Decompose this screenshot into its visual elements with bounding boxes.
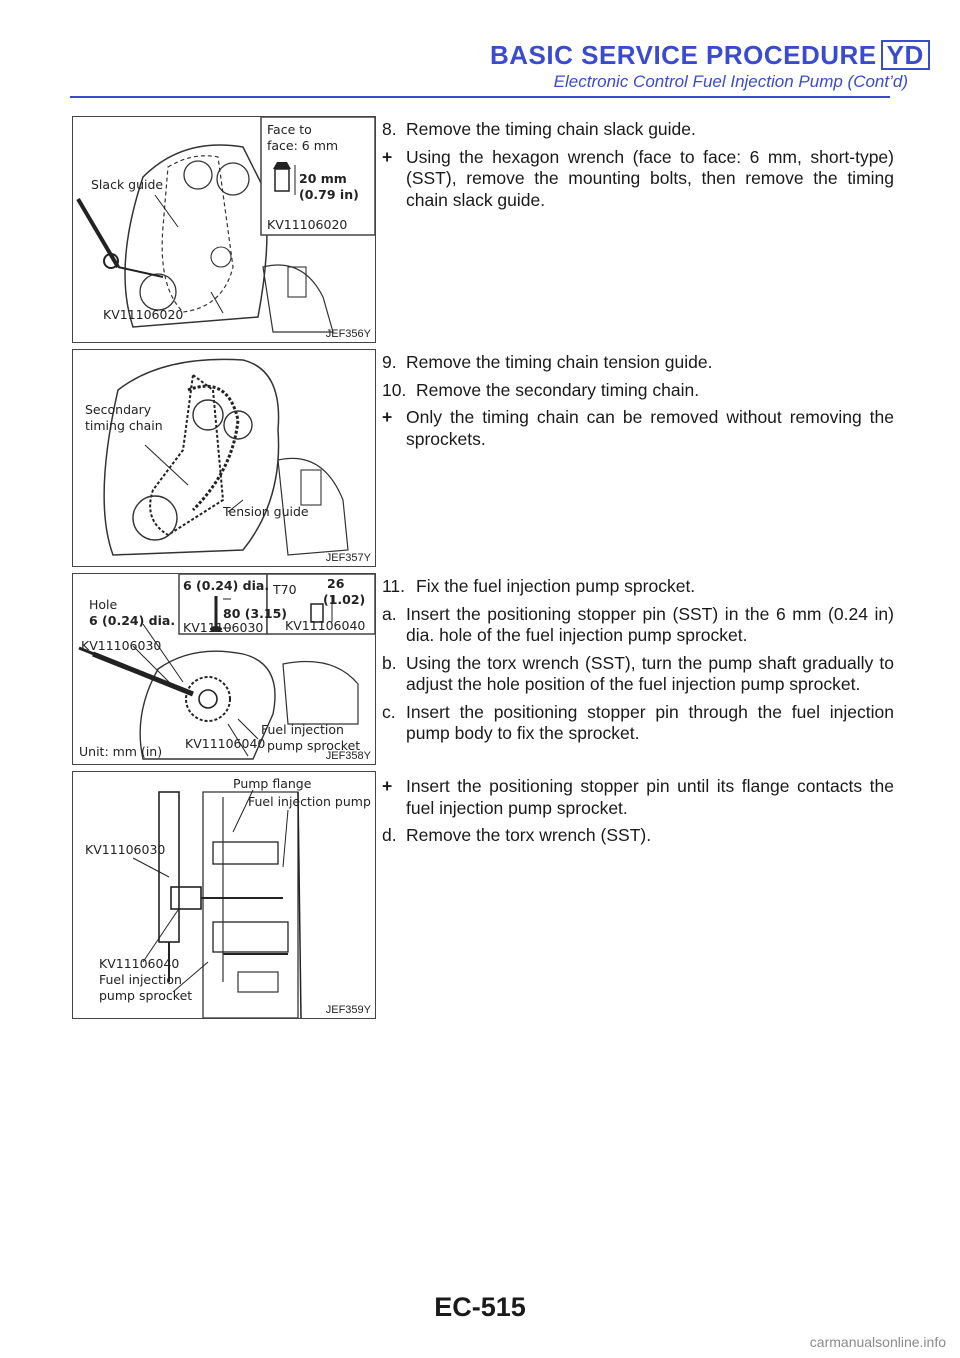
section-subtitle: Electronic Control Fuel Injection Pump (Cont’d) xyxy=(553,72,908,91)
label-fuel-injection: Fuel injection xyxy=(99,972,182,987)
page-number: EC-515 xyxy=(434,1292,526,1322)
note-bullet: + Only the timing chain can be removed without removing the sprockets. xyxy=(382,407,894,449)
label-face-6mm: face: 6 mm xyxy=(267,138,339,153)
step-c: c. Insert the positioning stopper pin through the fuel injection pump body to fix the sprocket. xyxy=(382,701,894,743)
label-tool-inset: KV11106020 xyxy=(267,217,348,232)
step-9: 9. Remove the timing chain tension guide. xyxy=(382,352,713,372)
figure-id: JEF358Y xyxy=(325,750,371,762)
label-unit: Unit: mm (in) xyxy=(79,744,163,759)
label-tension-guide: Tension guide xyxy=(223,504,309,519)
header-rule xyxy=(70,96,890,98)
label-20mm: 20 mm xyxy=(299,171,347,186)
step-a: a. Insert the positioning stopper pin (SST) in the 6 mm (0.24 in) dia. hole of the fuel injection pump sprocket. xyxy=(382,603,894,645)
label-hole: Hole xyxy=(89,597,118,612)
note-bullet: + Using the hexagon wrench (face to face: 6 mm, short-type) (SST), remove the mounting bolts, then remove the timing chain slack guide. xyxy=(382,146,894,210)
label-torx-tool: KV11106040 xyxy=(285,618,366,633)
label-t70: T70 xyxy=(273,582,297,597)
step-8: 8. Remove the timing chain slack guide. xyxy=(382,119,696,139)
figure-pump-flange xyxy=(72,771,376,1019)
slack-guide-illustration xyxy=(73,117,375,342)
step-d: d. Remove the torx wrench (SST). xyxy=(382,825,652,845)
label-tool-b: KV11106040 xyxy=(99,956,180,971)
label-torx-in: (1.02) xyxy=(323,592,366,607)
label-pin-length: 80 (3.15) xyxy=(223,606,288,621)
label-tool-a: KV11106030 xyxy=(85,842,166,857)
step-b: b. Using the torx wrench (SST), turn the pump shaft gradually to adjust the hole position of the fuel injection pump sprocket. xyxy=(382,652,894,694)
label-pin-tool: KV11106030 xyxy=(183,620,264,635)
label-torx-length: 26 xyxy=(327,576,345,591)
figure-tension-guide xyxy=(72,349,376,567)
section-title xyxy=(490,40,930,71)
procedure-block-pump-flange xyxy=(382,776,894,853)
figure-id: JEF357Y xyxy=(325,552,371,564)
label-hole-dia: 6 (0.24) dia. xyxy=(89,613,176,628)
note-bullet: + Insert the positioning stopper pin until its flange contacts the fuel injection pump sprocket. xyxy=(382,776,894,818)
label-secondary: Secondary xyxy=(85,402,152,417)
figure-slack-guide xyxy=(72,116,376,343)
label-timing-chain: timing chain xyxy=(85,418,163,433)
label-079in: (0.79 in) xyxy=(299,187,359,202)
pump-sprocket-illustration xyxy=(73,574,375,764)
section-title-text: BASIC SERVICE PROCEDURE xyxy=(490,40,877,70)
figure-id: JEF359Y xyxy=(325,1004,371,1016)
label-pump-sprocket: pump sprocket xyxy=(267,738,361,753)
label-pin-dia: 6 (0.24) dia. xyxy=(183,578,270,593)
label-slack-guide: Slack guide xyxy=(91,177,164,192)
label-tool-b: KV11106040 xyxy=(185,736,266,751)
figure-pump-sprocket xyxy=(72,573,376,765)
label-tool-main: KV11106020 xyxy=(103,307,184,322)
procedure-block-pump-sprocket xyxy=(382,576,894,751)
label-pump-flange: Pump flange xyxy=(233,776,312,791)
engine-code-badge: YD xyxy=(881,40,930,70)
label-tool-a: KV11106030 xyxy=(81,638,162,653)
step-10: 10. Remove the secondary timing chain. xyxy=(382,379,700,400)
label-fuel-injection: Fuel injection xyxy=(261,722,344,737)
pump-flange-illustration xyxy=(73,772,375,1018)
label-face-to: Face to xyxy=(267,122,312,137)
watermark: carmanualsonline.info xyxy=(809,1334,946,1350)
label-pump-sprocket: pump sprocket xyxy=(99,988,193,1003)
label-fuel-injection-pump: Fuel injection pump xyxy=(248,794,371,809)
step-11: 11. Fix the fuel injection pump sprocket. xyxy=(382,576,696,596)
tension-guide-illustration xyxy=(73,350,375,566)
procedure-block-slack-guide xyxy=(382,119,894,217)
figure-id: JEF356Y xyxy=(325,328,371,340)
procedure-block-tension-guide xyxy=(382,352,894,456)
